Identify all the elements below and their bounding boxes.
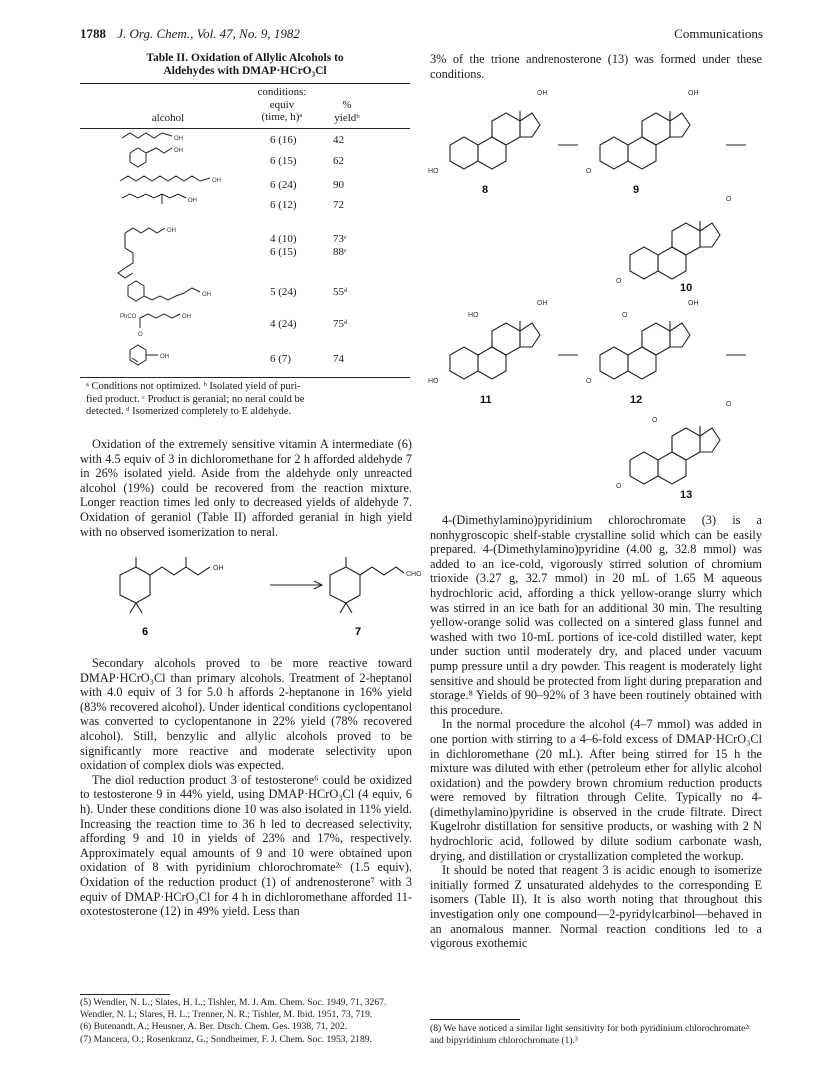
- table-cell-cond: 6 (24): [270, 179, 297, 191]
- o-label: O: [726, 196, 732, 203]
- table-cell-yield: 72: [333, 199, 344, 211]
- table-footnotes: [86, 381, 416, 419]
- col-header-yield: [322, 99, 372, 124]
- o-label: O: [726, 401, 732, 408]
- compound-label-12: 12: [630, 394, 643, 406]
- section-name: Communications: [674, 26, 763, 41]
- oh-label: OH: [174, 136, 183, 142]
- table-cell-cond: 4 (24): [270, 318, 297, 330]
- table-cell-yield: 73ᶜ: [333, 233, 347, 245]
- o-label: O: [652, 417, 658, 424]
- paragraph-text: 4-(Dimethylamino)pyridinium chlorochromate (3) is a nonhygroscopic shelf-stable crystalline solid which can be easily prepared. 4-(Dimethylamino)pyridine (4.00 g, 32.8 mmol) was added to an ice-cold, vigorously stirred solution of chromium trioxide (3.27 g, 32.7 mmol) in 20 mL of 1.65 M aqueous hydrochloric acid, affording a thick yellow-orange slurry which was stirred in an ice bath for an additional 30 min. The resulting yellow-orange solid was collected on a sintered glass funnel and washed with two 10-mL portions of ice-cold distilled water, kept under suction until moderately dry, and placed under vacuum pump pressure until a dry powder. This reagent is moderately light sensitive and should be protected from light during preparation and storage.⁸ Yields of 90–92% of 3 have been routinely obtained with this procedure.: [430, 513, 762, 717]
- left-paragraph-1: [80, 437, 412, 539]
- references-left: [80, 997, 412, 1046]
- reference: (7) Mancera, O.; Rosenkranz, G.; Sondheimer, F. J. Chem. Soc. 1953, 2189.: [80, 1033, 372, 1045]
- compound-label-13: 13: [680, 489, 693, 501]
- journal-citation: J. Org. Chem., Vol. 47, No. 9, 1982: [117, 26, 300, 41]
- table-cell-cond: 5 (24): [270, 286, 297, 298]
- o-label: O: [586, 378, 592, 385]
- col-header-conditions-line3: (time, h)ᵃ: [261, 111, 303, 123]
- col-header-conditions-line2: equiv: [269, 98, 295, 111]
- oh-label: OH: [213, 565, 224, 572]
- oh-label: OH: [174, 148, 183, 154]
- table-cell-yield: 55ᵈ: [333, 286, 348, 298]
- footnote-line: ᵃ Conditions not optimized. ᵇ Isolated yield of puri-: [86, 381, 301, 392]
- table-bottom-rule: [80, 377, 410, 378]
- table-cell-cond: 6 (16): [270, 134, 297, 146]
- paragraph-text: In the normal procedure the alcohol (4–7 mmol) was added in one portion with stirring to a 4–6-fold excess of DMAP·HCrO₃Cl in dichloromethane (20 mL). After being stirred for 15 h the mixture was diluted with ether (petroleum ether for allylic alcohol oxidation) and the powdery brown chromium reduction products were removed by filtration through Celite. Typically no 4-(dimethylamino)pyridine is observed in the crude filtrate. Direct Kugelrohr distillation for sensitive products, or washing with 2 N hydrochloric acid, followed by dilute sodium carbonate wash, drying, and distillation or crystallization completed the workup.: [430, 717, 762, 863]
- oh-label: OH: [212, 178, 221, 184]
- compound-label-8: 8: [482, 184, 489, 196]
- compound-label-6: 6: [142, 626, 149, 638]
- reference: (8) We have noticed a similar light sensitivity for both pyridinium chlorochromate²ᶜ and bipyridinium chlorochromate (1).³: [430, 1023, 751, 1046]
- table-alcohol-structures: [100, 128, 265, 378]
- col-header-yield-line1: %: [342, 99, 352, 111]
- o-label: O: [138, 332, 143, 338]
- o-label: O: [616, 278, 622, 285]
- table-cell-cond: 4 (10): [270, 233, 297, 245]
- reference: (5) Wendler, N. L.; Slates, H. L.; Tishler, M. J. Am. Chem. Soc. 1949, 71, 3267. Wendler, N. L; Slares, H. L.; Trenner, N. R.; Tishler, M. Ibid. 1951, 73, 719.: [80, 997, 387, 1020]
- footnote-line: detected. ᵈ Isomerized completely to E aldehyde.: [86, 406, 292, 417]
- oh-label: OH: [688, 90, 699, 97]
- o-label: O: [586, 168, 592, 175]
- o-label: O: [622, 312, 628, 319]
- table-cell-yield: 88ᶜ: [333, 246, 347, 258]
- right-paragraphs: [430, 513, 762, 951]
- table-title-line2: Aldehydes with DMAP·HCrO₃Cl: [163, 65, 327, 77]
- paragraph-text: 3% of the trione andrenosterone (13) was formed under these conditions.: [430, 52, 762, 81]
- footnote-line: fied product. ᶜ Product is geranial; no neral could be: [86, 393, 305, 405]
- col-header-yield-line2: yieldᵇ: [334, 111, 360, 124]
- table-cell-cond: 6 (15): [270, 155, 297, 167]
- table-title: [80, 52, 410, 78]
- references-right: [430, 1023, 762, 1047]
- col-header-conditions: [252, 86, 312, 124]
- phco-label: PhCO: [120, 314, 137, 320]
- col-header-conditions-line1: conditions:: [257, 86, 307, 98]
- table-cell-cond: 6 (7): [270, 353, 292, 365]
- table-cell-yield: 74: [333, 353, 344, 365]
- compound-label-7: 7: [355, 626, 362, 638]
- oh-label: OH: [167, 228, 176, 234]
- table-cell-cond: 6 (15): [270, 246, 297, 258]
- page-number: 1788: [80, 26, 106, 41]
- paragraph-text: Oxidation of the extremely sensitive vitamin A intermediate (6) with 4.5 equiv of 3 in dichloromethane for 2 h afforded aldehyde 7 in 26% isolated yield. Aside from the aldehyde only unreacted alcohol (19%) could be recovered from the reaction mixture. Longer reaction times led only to decreased yields of aldehyde 7. Oxidation of geraniol (Table II) afforded geranial in high yield with no observed isomerization to neral.: [80, 437, 412, 539]
- ho-label: HO: [428, 168, 439, 175]
- ho-label: HO: [428, 378, 439, 385]
- paragraph-text: Secondary alcohols proved to be more reactive toward DMAP·HCrO₃Cl than primary alcohols. Treatment of 2-heptanol with 4.0 equiv of 3 for 5.0 h affords 2-heptanone in 16% yield (83% recovered alcohol). Under identical conditions cyclopentanol was converted to cyclopentanone in 22% yield (78% recovered alcohol). Still, benzylic and allylic alcohols proved to be significantly more reactive and moderate selectivity upon oxidation of complex diols was expected.: [80, 656, 412, 773]
- ho-label: HO: [468, 312, 479, 319]
- table-cell-cond: 6 (12): [270, 199, 297, 211]
- table-cell-yield: 62: [333, 155, 344, 167]
- left-paragraph-2-3: [80, 656, 412, 919]
- oh-label: OH: [202, 292, 211, 298]
- table-cell-yield: 75ᵈ: [333, 318, 348, 330]
- table-title-line1: Table II. Oxidation of Allylic Alcohols to: [146, 52, 344, 64]
- paragraph-text: It should be noted that reagent 3 is acidic enough to isomerize initially formed Z unsaturated aldehydes to the corresponding E isomers (Table II). It is also worth noting that throughout this investigation only one compound—2-pyridylcarbinol—behaved in an anomalous manner. Normal reaction conditions led to a vigorous exothemic: [430, 863, 762, 951]
- o-label: O: [616, 483, 622, 490]
- reference: (6) Butenandt, A.; Heusner, A. Ber. Dtsch. Chem. Ges. 1938, 71, 202.: [80, 1021, 348, 1032]
- oh-label: OH: [160, 354, 169, 360]
- oh-label: OH: [537, 300, 548, 307]
- compound-label-10: 10: [680, 282, 693, 294]
- footnote-rule: [80, 994, 170, 995]
- paragraph-text: The diol reduction product 3 of testosterone⁶ could be oxidized to testosterone 9 in 44% yield, using DMAP·HCrO₃Cl (4 equiv, 6 h). Under these conditions dione 10 was also isolated in 11% yield. Increasing the reaction time to 36 h led to decreased selectivity, affording 9 and 10 in yields of 23% and 17%, respectively. Approximately equal amounts of 9 and 10 were obtained upon oxidation of 8 with pyridinium chlorochromate²ᶜ (1.5 equiv). Oxidation of the reduction product (1) of andrenosterone⁷ with 3 equiv of DMAP·HCrO₃Cl for 4 h in dichloromethane afforded 11-oxotestosterone (12) in 49% yield. Less than: [80, 772, 412, 919]
- oh-label: OH: [182, 314, 191, 320]
- right-paragraph-0: [430, 52, 762, 81]
- table-cell-yield: 90: [333, 179, 344, 191]
- scheme-vitamin-a-intermediate: [100, 555, 420, 645]
- oh-label: OH: [537, 90, 548, 97]
- running-header: [80, 26, 300, 42]
- table-top-rule: [80, 83, 410, 84]
- scheme-steroid-oxidations: [430, 85, 765, 500]
- oh-label: OH: [688, 300, 699, 307]
- table-cell-yield: 42: [333, 134, 344, 146]
- compound-label-9: 9: [633, 184, 640, 196]
- footnote-rule: [430, 1019, 520, 1020]
- oh-label: OH: [188, 198, 197, 204]
- cho-label: CHO: [406, 571, 422, 578]
- col-header-alcohol: alcohol: [151, 112, 185, 124]
- compound-label-11: 11: [480, 394, 492, 406]
